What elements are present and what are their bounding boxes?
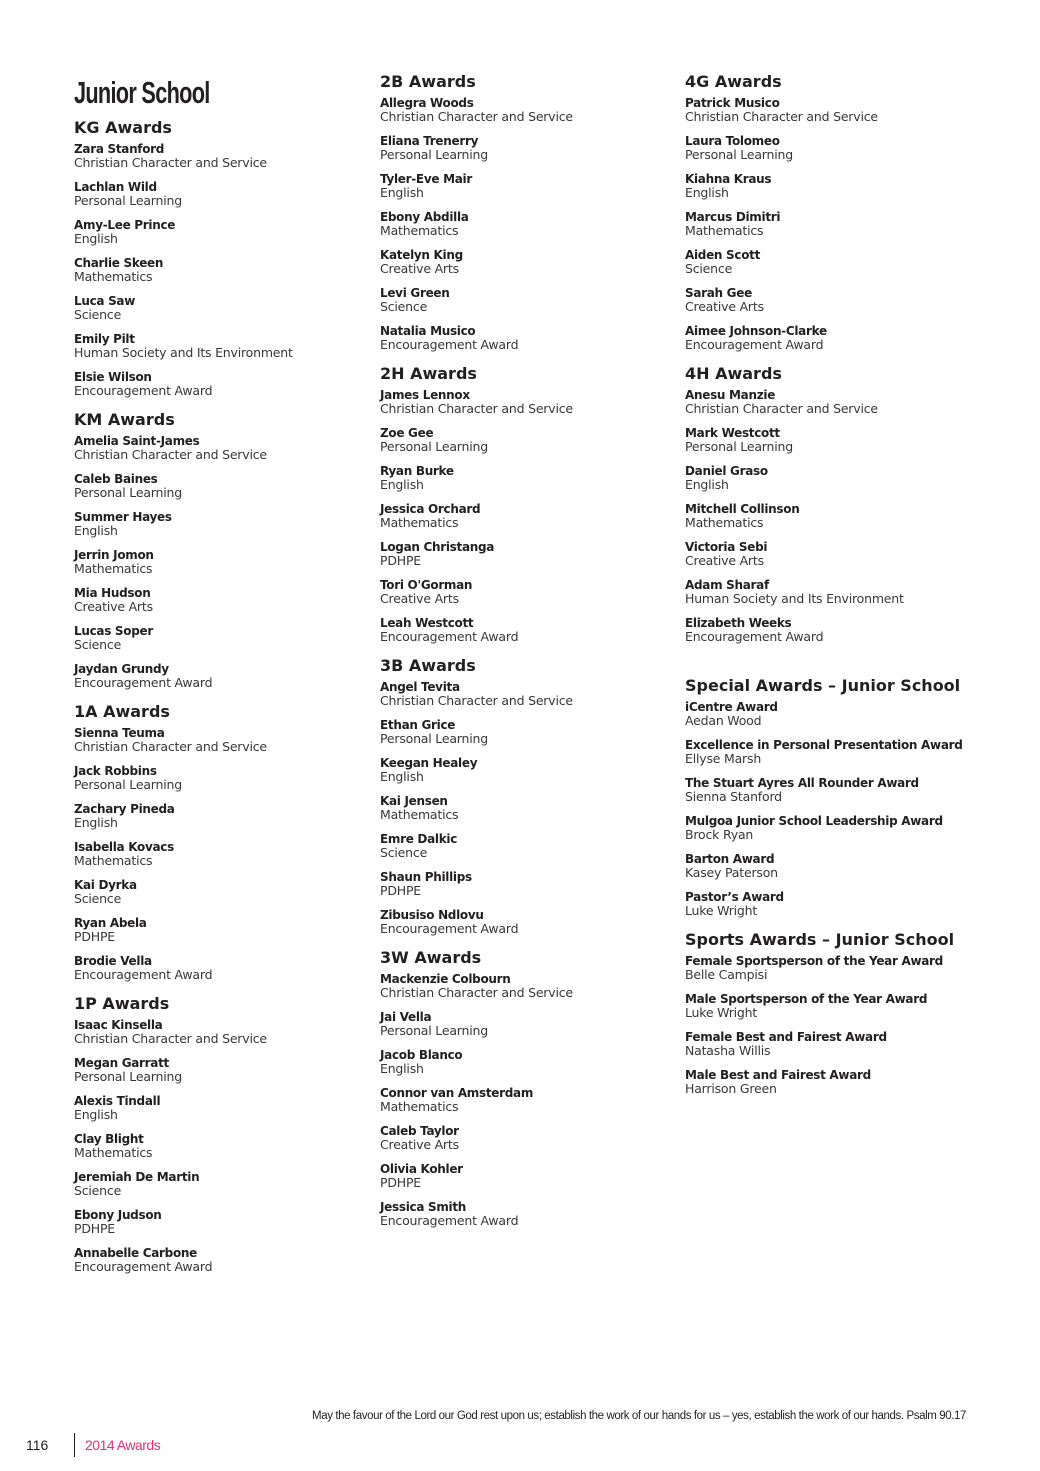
award-entry (74, 180, 374, 208)
award-entry (74, 142, 374, 170)
award-entry (74, 726, 374, 754)
entry-award: Personal Learning (380, 147, 488, 162)
entry-name: Zibusiso Ndlovu (380, 908, 484, 922)
award-entry (74, 586, 374, 614)
entry-name: Anesu Manzie (685, 388, 776, 402)
entry-name: Caleb Taylor (380, 1124, 459, 1138)
entry-name: iCentre Award (685, 700, 778, 714)
award-section-1a-awards (74, 700, 374, 982)
entry-award: Creative Arts (380, 1137, 459, 1152)
footer-label: 2014 Awards (85, 1437, 161, 1453)
entry-name: Jaydan Grundy (74, 662, 169, 676)
entry-name: Sienna Teuma (74, 726, 165, 740)
entry-award: English (380, 477, 424, 492)
entry-name: Angel Tevita (380, 680, 460, 694)
award-entry (74, 548, 374, 576)
award-section-2b-awards (380, 70, 680, 352)
page-title: Junior School (74, 75, 210, 110)
award-entry (685, 134, 985, 162)
award-entry (380, 1162, 680, 1190)
entry-name: Jerrin Jomon (74, 548, 154, 562)
award-entry (380, 680, 680, 708)
award-entry (685, 852, 985, 880)
entry-award: Encouragement Award (74, 383, 213, 398)
entry-name: Zachary Pineda (74, 802, 175, 816)
award-entry (380, 464, 680, 492)
award-section-sports-awards-junior-school (685, 928, 985, 1096)
entry-name: Jacob Blanco (380, 1048, 463, 1062)
entry-award: Christian Character and Service (380, 401, 573, 416)
section-title: Special Awards – Junior School (685, 676, 961, 695)
award-entry (685, 96, 985, 124)
entry-name: Emre Dalkic (380, 832, 458, 846)
award-entry (380, 134, 680, 162)
award-entry (685, 426, 985, 454)
entry-award: Science (74, 891, 122, 906)
entry-name: Sarah Gee (685, 286, 752, 300)
section-title: Sports Awards – Junior School (685, 930, 955, 949)
award-entry (685, 814, 985, 842)
entry-award: PDHPE (380, 883, 421, 898)
award-entry (74, 370, 374, 398)
section-title: KG Awards (74, 118, 172, 137)
entry-award: Christian Character and Service (74, 1031, 267, 1046)
award-entry (685, 210, 985, 238)
entry-award: Mathematics (380, 1099, 459, 1114)
entry-name: Ebony Judson (74, 1208, 162, 1222)
award-entry (380, 426, 680, 454)
entry-name: Aiden Scott (685, 248, 761, 262)
award-entry (380, 1086, 680, 1114)
entry-name: Lachlan Wild (74, 180, 157, 194)
award-entry (685, 502, 985, 530)
entry-name: Isabella Kovacs (74, 840, 174, 854)
section-title: 4H Awards (685, 364, 782, 383)
award-section-4g-awards (685, 70, 985, 352)
award-entry (380, 324, 680, 352)
award-entry (380, 756, 680, 784)
award-entry (74, 662, 374, 690)
entry-name: James Lennox (380, 388, 470, 402)
award-entry (685, 1030, 985, 1058)
entry-name: Emily Pilt (74, 332, 135, 346)
award-section-2h-awards (380, 362, 680, 644)
entry-name: Aimee Johnson-Clarke (685, 324, 827, 338)
entry-name: Mitchell Collinson (685, 502, 800, 516)
section-title: 2B Awards (380, 72, 476, 91)
section-title: 2H Awards (380, 364, 477, 383)
entry-award: Encouragement Award (74, 675, 213, 690)
entry-award: Human Society and Its Environment (685, 591, 904, 606)
award-entry (380, 388, 680, 416)
award-entry (74, 1132, 374, 1160)
entry-award: Science (74, 1183, 122, 1198)
award-entry (380, 1010, 680, 1038)
entry-name: Mackenzie Colbourn (380, 972, 511, 986)
entry-name: Pastor’s Award (685, 890, 784, 904)
entry-award: Personal Learning (685, 147, 793, 162)
entry-award: Creative Arts (380, 261, 459, 276)
entry-name: Caleb Baines (74, 472, 158, 486)
entry-name: Lucas Soper (74, 624, 153, 638)
entry-award: Sienna Stanford (685, 789, 782, 804)
section-title: 3B Awards (380, 656, 476, 675)
entry-award: Ellyse Marsh (685, 751, 762, 766)
entry-name: Ethan Grice (380, 718, 456, 732)
entry-name: Mark Westcott (685, 426, 780, 440)
entry-award: Luke Wright (685, 903, 758, 918)
page-number: 116 (26, 1437, 49, 1453)
section-title: 3W Awards (380, 948, 482, 967)
entry-award: Encouragement Award (380, 1213, 519, 1228)
award-entry (380, 908, 680, 936)
entry-award: Personal Learning (74, 777, 182, 792)
entry-name: Levi Green (380, 286, 450, 300)
entry-name: Tyler-Eve Mair (380, 172, 472, 186)
award-entry (74, 1246, 374, 1274)
entry-award: PDHPE (380, 553, 421, 568)
award-section-kg-awards (74, 116, 374, 398)
award-entry (74, 294, 374, 322)
award-entry (380, 172, 680, 200)
award-entry (685, 464, 985, 492)
entry-name: Summer Hayes (74, 510, 172, 524)
entry-name: Katelyn King (380, 248, 463, 262)
entry-name: Amelia Saint-James (74, 434, 200, 448)
footer-divider (74, 1433, 75, 1457)
award-entry (74, 840, 374, 868)
entry-name: Adam Sharaf (685, 578, 769, 592)
award-section-special-awards-junior-school (685, 674, 985, 918)
entry-award: Christian Character and Service (74, 447, 267, 462)
entry-name: Tori O'Gorman (380, 578, 473, 592)
entry-award: Personal Learning (380, 731, 488, 746)
award-entry (685, 616, 985, 644)
entry-name: Daniel Graso (685, 464, 768, 478)
entry-name: Charlie Skeen (74, 256, 164, 270)
entry-award: Natasha Willis (685, 1043, 771, 1058)
entry-name: Kai Dyrka (74, 878, 137, 892)
entry-award: Aedan Wood (685, 713, 762, 728)
entry-award: English (74, 1107, 118, 1122)
column-3 (685, 70, 985, 1106)
entry-name: Connor van Amsterdam (380, 1086, 534, 1100)
entry-award: Luke Wright (685, 1005, 758, 1020)
award-entry (380, 96, 680, 124)
column-1 (74, 70, 374, 1284)
award-entry (380, 1048, 680, 1076)
entry-award: Personal Learning (380, 1023, 488, 1038)
entry-name: Excellence in Personal Presentation Award (685, 738, 963, 752)
entry-name: Laura Tolomeo (685, 134, 780, 148)
entry-award: Creative Arts (685, 299, 764, 314)
entry-award: Encouragement Award (74, 967, 213, 982)
entry-name: Leah Westcott (380, 616, 474, 630)
column-2 (380, 70, 680, 1238)
entry-name: Jessica Smith (380, 1200, 467, 1214)
award-section-3b-awards (380, 654, 680, 936)
award-entry (74, 1018, 374, 1046)
award-entry (74, 1208, 374, 1236)
award-entry (380, 578, 680, 606)
award-entry (685, 776, 985, 804)
entry-award: Creative Arts (685, 553, 764, 568)
entry-name: Female Best and Fairest Award (685, 1030, 887, 1044)
award-entry (74, 1056, 374, 1084)
award-entry (74, 510, 374, 538)
award-entry (74, 332, 374, 360)
award-entry (685, 700, 985, 728)
entry-award: Christian Character and Service (685, 401, 878, 416)
entry-name: Amy-Lee Prince (74, 218, 176, 232)
award-entry (685, 286, 985, 314)
entry-award: Personal Learning (74, 1069, 182, 1084)
entry-name: Zara Stanford (74, 142, 165, 156)
entry-name: Keegan Healey (380, 756, 478, 770)
award-entry (74, 764, 374, 792)
entry-award: English (74, 523, 118, 538)
award-section-km-awards (74, 408, 374, 690)
entry-name: Allegra Woods (380, 96, 474, 110)
award-entry (380, 832, 680, 860)
entry-name: Kai Jensen (380, 794, 448, 808)
entry-award: Science (685, 261, 733, 276)
award-entry (380, 870, 680, 898)
entry-award: English (685, 185, 729, 200)
entry-award: Science (380, 299, 428, 314)
award-entry (380, 972, 680, 1000)
page-footer (26, 1432, 160, 1458)
entry-award: Christian Character and Service (380, 693, 573, 708)
entry-award: Encouragement Award (380, 629, 519, 644)
entry-name: Jai Vella (380, 1010, 432, 1024)
entry-name: Mulgoa Junior School Leadership Award (685, 814, 943, 828)
award-entry (380, 502, 680, 530)
entry-name: The Stuart Ayres All Rounder Award (685, 776, 919, 790)
award-section-4h-awards (685, 362, 985, 644)
footer-quote: May the favour of the Lord our God rest upon us; establish the work of our hands for us – yes, establish the work of our hands. Psalm 90.17 (312, 1410, 966, 1422)
award-entry (74, 218, 374, 246)
entry-award: Mathematics (74, 269, 153, 284)
award-entry (685, 172, 985, 200)
award-entry (685, 1068, 985, 1096)
entry-name: Patrick Musico (685, 96, 780, 110)
award-entry (685, 738, 985, 766)
award-entry (380, 718, 680, 746)
award-entry (380, 210, 680, 238)
entry-name: Male Best and Fairest Award (685, 1068, 871, 1082)
entry-award: Personal Learning (74, 485, 182, 500)
entry-award: Mathematics (380, 807, 459, 822)
award-entry (74, 878, 374, 906)
entry-award: English (74, 815, 118, 830)
entry-name: Ryan Abela (74, 916, 147, 930)
entry-name: Brodie Vella (74, 954, 152, 968)
entry-award: Encouragement Award (685, 337, 824, 352)
entry-award: Encouragement Award (685, 629, 824, 644)
section-title: 4G Awards (685, 72, 782, 91)
entry-award: Brock Ryan (685, 827, 754, 842)
award-section-1p-awards (74, 992, 374, 1274)
entry-name: Eliana Trenerry (380, 134, 479, 148)
entry-award: Belle Campisi (685, 967, 768, 982)
award-entry (380, 286, 680, 314)
entry-award: Creative Arts (380, 591, 459, 606)
award-entry (74, 916, 374, 944)
award-entry (74, 1170, 374, 1198)
entry-award: Mathematics (685, 515, 764, 530)
entry-award: Science (380, 845, 428, 860)
award-entry (685, 578, 985, 606)
entry-award: Christian Character and Service (74, 155, 267, 170)
entry-award: Mathematics (685, 223, 764, 238)
entry-name: Megan Garratt (74, 1056, 169, 1070)
entry-name: Jeremiah De Martin (74, 1170, 200, 1184)
entry-award: PDHPE (74, 1221, 115, 1236)
award-entry (685, 890, 985, 918)
award-entry (685, 388, 985, 416)
award-entry (74, 624, 374, 652)
entry-name: Ebony Abdilla (380, 210, 469, 224)
entry-name: Barton Award (685, 852, 775, 866)
entry-award: Christian Character and Service (685, 109, 878, 124)
award-entry (685, 324, 985, 352)
entry-name: Isaac Kinsella (74, 1018, 163, 1032)
entry-award: Science (74, 307, 122, 322)
entry-award: Science (74, 637, 122, 652)
entry-award: English (74, 231, 118, 246)
section-title: 1P Awards (74, 994, 170, 1013)
award-entry (380, 540, 680, 568)
entry-name: Elizabeth Weeks (685, 616, 792, 630)
award-entry (74, 1094, 374, 1122)
award-entry (380, 1124, 680, 1152)
entry-award: Christian Character and Service (380, 985, 573, 1000)
entry-name: Ryan Burke (380, 464, 454, 478)
entry-name: Shaun Phillips (380, 870, 472, 884)
entry-name: Natalia Musico (380, 324, 476, 338)
award-entry (380, 248, 680, 276)
entry-name: Male Sportsperson of the Year Award (685, 992, 928, 1006)
entry-name: Victoria Sebi (685, 540, 768, 554)
award-entry (380, 616, 680, 644)
entry-name: Kiahna Kraus (685, 172, 772, 186)
entry-name: Elsie Wilson (74, 370, 152, 384)
entry-award: Encouragement Award (380, 921, 519, 936)
award-entry (685, 248, 985, 276)
entry-award: Encouragement Award (380, 337, 519, 352)
entry-name: Clay Blight (74, 1132, 144, 1146)
entry-award: Mathematics (380, 515, 459, 530)
entry-name: Logan Christanga (380, 540, 495, 554)
entry-award: Human Society and Its Environment (74, 345, 293, 360)
entry-award: Personal Learning (74, 193, 182, 208)
award-entry (74, 954, 374, 982)
entry-award: English (380, 769, 424, 784)
entry-award: English (380, 185, 424, 200)
entry-award: Christian Character and Service (380, 109, 573, 124)
award-entry (380, 1200, 680, 1228)
entry-name: Annabelle Carbone (74, 1246, 197, 1260)
entry-award: Harrison Green (685, 1081, 777, 1096)
award-entry (685, 954, 985, 982)
entry-name: Marcus Dimitri (685, 210, 781, 224)
award-entry (74, 802, 374, 830)
entry-name: Olivia Kohler (380, 1162, 463, 1176)
entry-award: Kasey Paterson (685, 865, 778, 880)
entry-name: Mia Hudson (74, 586, 151, 600)
entry-award: English (685, 477, 729, 492)
award-entry (74, 256, 374, 284)
entry-name: Jack Robbins (74, 764, 157, 778)
entry-award: Personal Learning (380, 439, 488, 454)
entry-name: Jessica Orchard (380, 502, 481, 516)
award-entry (74, 434, 374, 462)
entry-award: Encouragement Award (74, 1259, 213, 1274)
award-entry (74, 472, 374, 500)
award-entry (685, 540, 985, 568)
entry-award: PDHPE (74, 929, 115, 944)
section-title: KM Awards (74, 410, 175, 429)
entry-name: Alexis Tindall (74, 1094, 161, 1108)
award-entry (380, 794, 680, 822)
entry-award: Creative Arts (74, 599, 153, 614)
entry-award: Personal Learning (685, 439, 793, 454)
entry-name: Zoe Gee (380, 426, 434, 440)
entry-award: Christian Character and Service (74, 739, 267, 754)
entry-award: Mathematics (74, 1145, 153, 1160)
entry-name: Female Sportsperson of the Year Award (685, 954, 943, 968)
entry-name: Luca Saw (74, 294, 136, 308)
award-entry (685, 992, 985, 1020)
entry-award: Mathematics (74, 561, 153, 576)
entry-award: PDHPE (380, 1175, 421, 1190)
entry-award: Mathematics (74, 853, 153, 868)
entry-award: English (380, 1061, 424, 1076)
entry-award: Mathematics (380, 223, 459, 238)
award-section-3w-awards (380, 946, 680, 1228)
section-title: 1A Awards (74, 702, 170, 721)
